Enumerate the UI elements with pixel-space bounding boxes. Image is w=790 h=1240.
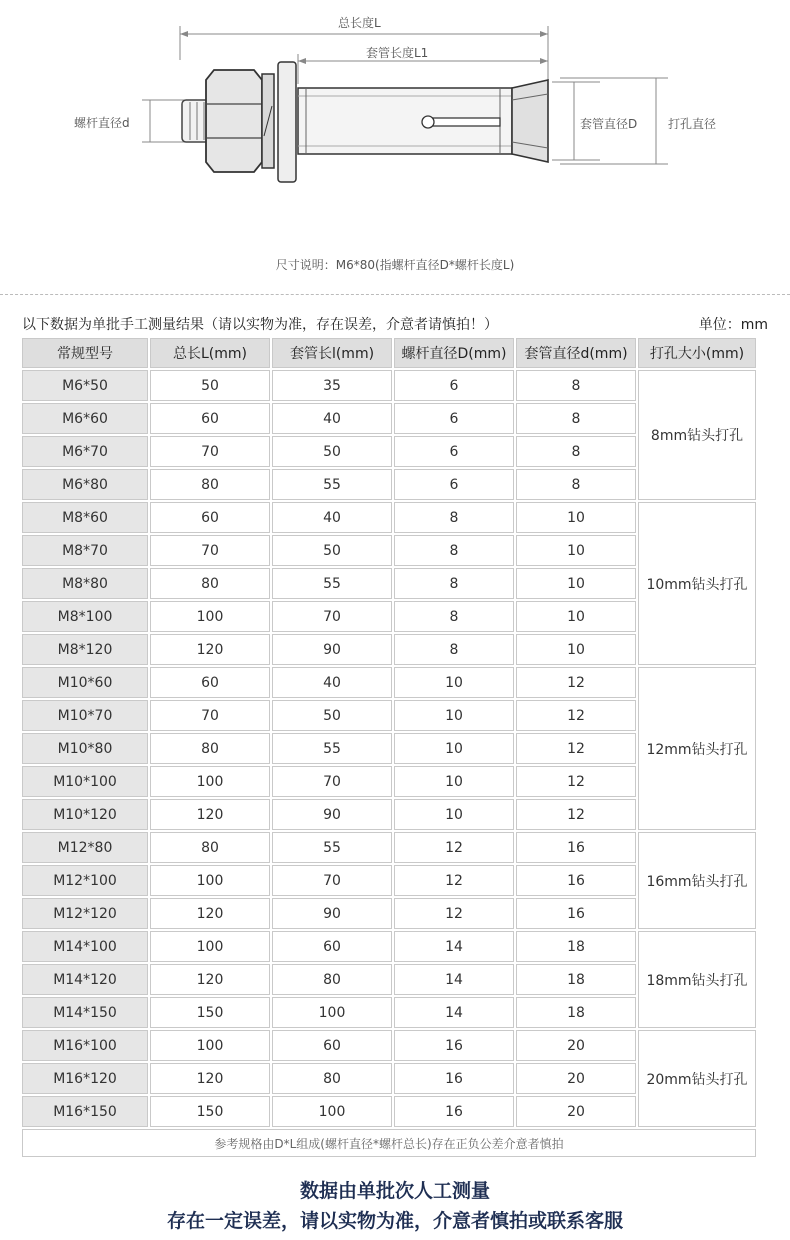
model-cell: M12*100: [22, 865, 148, 896]
drill-size-cell: 20mm钻头打孔: [638, 1030, 756, 1127]
total-length-cell: 70: [150, 436, 270, 467]
sleeve-diameter-cell: 20: [516, 1030, 636, 1061]
total-length-cell: 80: [150, 832, 270, 863]
sleeve-length-label: 套管长度L1: [366, 46, 429, 60]
sleeve-diameter-cell: 20: [516, 1063, 636, 1094]
bolt-diameter-cell: 8: [394, 502, 514, 533]
spec-table-body: [22, 370, 756, 1127]
spec-table: [20, 336, 758, 1159]
sleeve-diameter-cell: 10: [516, 535, 636, 566]
sleeve-length-cell: 55: [272, 832, 392, 863]
model-cell: M16*150: [22, 1096, 148, 1127]
sleeve-length-cell: 50: [272, 535, 392, 566]
sleeve-diameter-cell: 10: [516, 568, 636, 599]
sleeve-length-cell: 55: [272, 568, 392, 599]
bottom-line-1: 数据由单批次人工测量: [299, 1180, 490, 1202]
bolt-diameter-cell: 10: [394, 667, 514, 698]
total-length-cell: 50: [150, 370, 270, 401]
bolt-diameter-cell: 12: [394, 832, 514, 863]
unit-label: 单位：mm: [698, 317, 768, 333]
bolt-diameter-cell: 12: [394, 898, 514, 929]
model-cell: M6*50: [22, 370, 148, 401]
total-length-cell: 150: [150, 1096, 270, 1127]
model-cell: M10*120: [22, 799, 148, 830]
sleeve-diameter-cell: 16: [516, 898, 636, 929]
table-row: [22, 931, 756, 962]
total-length-cell: 120: [150, 898, 270, 929]
sleeve-length-cell: 70: [272, 766, 392, 797]
total-length-cell: 100: [150, 601, 270, 632]
sleeve-length-cell: 55: [272, 469, 392, 500]
model-cell: M8*70: [22, 535, 148, 566]
bolt-diameter-cell: 6: [394, 436, 514, 467]
total-length-cell: 120: [150, 634, 270, 665]
sleeve-length-cell: 100: [272, 1096, 392, 1127]
header-bolt-diameter: 螺杆直径D(mm): [394, 338, 514, 368]
sleeve-diameter-cell: 8: [516, 370, 636, 401]
sleeve-diameter-cell: 8: [516, 403, 636, 434]
sleeve-diameter-cell: 12: [516, 700, 636, 731]
total-length-cell: 70: [150, 700, 270, 731]
table-row: [22, 1030, 756, 1061]
total-length-cell: 100: [150, 766, 270, 797]
sleeve-diameter-cell: 16: [516, 865, 636, 896]
footnote-row: [22, 1129, 756, 1157]
header-model: 常规型号: [22, 338, 148, 368]
sleeve-length-cell: 40: [272, 667, 392, 698]
total-length-cell: 120: [150, 964, 270, 995]
measurement-note: 以下数据为单批手工测量结果（请以实物为准，存在误差，介意者请慎拍！）: [22, 317, 498, 333]
drill-size-cell: 10mm钻头打孔: [638, 502, 756, 665]
sleeve-diameter-cell: 20: [516, 1096, 636, 1127]
bolt-diameter-cell: 8: [394, 634, 514, 665]
bolt-diameter-cell: 10: [394, 733, 514, 764]
bolt-diameter-cell: 8: [394, 601, 514, 632]
model-cell: M6*60: [22, 403, 148, 434]
model-cell: M8*80: [22, 568, 148, 599]
sleeve-length-cell: 50: [272, 436, 392, 467]
bolt-diameter-cell: 10: [394, 799, 514, 830]
bolt-diameter-cell: 12: [394, 865, 514, 896]
model-cell: M12*120: [22, 898, 148, 929]
total-length-cell: 80: [150, 568, 270, 599]
total-length-cell: 60: [150, 667, 270, 698]
sleeve-diameter-cell: 10: [516, 634, 636, 665]
bolt-diameter-cell: 14: [394, 931, 514, 962]
bolt-diameter-cell: 6: [394, 469, 514, 500]
sleeve-diameter-cell: 12: [516, 667, 636, 698]
bolt-diameter-cell: 14: [394, 964, 514, 995]
sleeve-diameter-cell: 12: [516, 766, 636, 797]
bolt-diameter-cell: 14: [394, 997, 514, 1028]
header-total-length: 总长L(mm): [150, 338, 270, 368]
total-length-label: 总长度L: [338, 16, 381, 30]
model-cell: M10*70: [22, 700, 148, 731]
sleeve-length-cell: 50: [272, 700, 392, 731]
table-header-row: [22, 338, 756, 368]
bolt-diameter-cell: 10: [394, 700, 514, 731]
model-cell: M6*70: [22, 436, 148, 467]
sleeve-length-cell: 80: [272, 1063, 392, 1094]
sleeve-length-cell: 90: [272, 634, 392, 665]
measurement-note-line: [22, 314, 768, 334]
model-cell: M6*80: [22, 469, 148, 500]
sleeve-diameter-cell: 18: [516, 964, 636, 995]
sleeve-diameter-cell: 12: [516, 799, 636, 830]
bolt-diameter-label: 螺杆直径d: [74, 116, 130, 130]
bolt-diagram: [0, 0, 790, 290]
sleeve-diameter-label: 套管直径D: [580, 117, 638, 131]
hole-diameter-label: 打孔直径: [668, 117, 717, 131]
total-length-cell: 80: [150, 733, 270, 764]
sleeve-length-cell: 35: [272, 370, 392, 401]
sleeve-diameter-cell: 8: [516, 469, 636, 500]
model-cell: M8*100: [22, 601, 148, 632]
sleeve-diameter-cell: 10: [516, 601, 636, 632]
sleeve-diameter-cell: 8: [516, 436, 636, 467]
model-cell: M14*150: [22, 997, 148, 1028]
table-row: [22, 832, 756, 863]
model-cell: M8*60: [22, 502, 148, 533]
model-cell: M10*80: [22, 733, 148, 764]
total-length-cell: 100: [150, 931, 270, 962]
model-cell: M10*100: [22, 766, 148, 797]
sleeve-length-cell: 80: [272, 964, 392, 995]
model-cell: M16*120: [22, 1063, 148, 1094]
total-length-cell: 80: [150, 469, 270, 500]
sleeve-length-cell: 60: [272, 931, 392, 962]
total-length-cell: 70: [150, 535, 270, 566]
bolt-diameter-cell: 6: [394, 403, 514, 434]
bottom-line-2: 存在一定误差，请以实物为准，介意者慎拍或联系客服: [166, 1210, 623, 1232]
total-length-cell: 60: [150, 502, 270, 533]
sleeve-length-cell: 40: [272, 502, 392, 533]
dashed-divider: [0, 294, 790, 295]
header-hole-size: 打孔大小(mm): [638, 338, 756, 368]
diagram-caption: 尺寸说明：M6*80(指螺杆直径D*螺杆长度L): [275, 258, 515, 272]
drill-size-cell: 16mm钻头打孔: [638, 832, 756, 929]
drill-size-cell: 8mm钻头打孔: [638, 370, 756, 500]
sleeve-length-cell: 70: [272, 601, 392, 632]
model-cell: M10*60: [22, 667, 148, 698]
sleeve-length-cell: 100: [272, 997, 392, 1028]
bolt-diameter-cell: 6: [394, 370, 514, 401]
total-length-cell: 100: [150, 1030, 270, 1061]
model-cell: M16*100: [22, 1030, 148, 1061]
bolt-diameter-cell: 10: [394, 766, 514, 797]
table-row: [22, 667, 756, 698]
total-length-cell: 120: [150, 1063, 270, 1094]
model-cell: M12*80: [22, 832, 148, 863]
table-footnote: 参考规格由D*L组成(螺杆直径*螺杆总长)存在正负公差介意者慎拍: [22, 1129, 756, 1157]
bolt-diameter-cell: 8: [394, 568, 514, 599]
header-sleeve-length: 套管长l(mm): [272, 338, 392, 368]
sleeve-diameter-cell: 12: [516, 733, 636, 764]
total-length-cell: 120: [150, 799, 270, 830]
sleeve-diameter-cell: 10: [516, 502, 636, 533]
sleeve-length-cell: 90: [272, 898, 392, 929]
sleeve-diameter-cell: 18: [516, 931, 636, 962]
sleeve-length-cell: 60: [272, 1030, 392, 1061]
model-cell: M14*120: [22, 964, 148, 995]
bolt-diameter-cell: 16: [394, 1096, 514, 1127]
total-length-cell: 100: [150, 865, 270, 896]
model-cell: M14*100: [22, 931, 148, 962]
sleeve-diameter-cell: 18: [516, 997, 636, 1028]
table-row: [22, 370, 756, 401]
sleeve-length-cell: 70: [272, 865, 392, 896]
sleeve-length-cell: 90: [272, 799, 392, 830]
header-sleeve-diameter: 套管直径d(mm): [516, 338, 636, 368]
bolt-diameter-cell: 16: [394, 1063, 514, 1094]
bolt-diameter-cell: 16: [394, 1030, 514, 1061]
drill-size-cell: 18mm钻头打孔: [638, 931, 756, 1028]
bolt-diameter-cell: 8: [394, 535, 514, 566]
sleeve-length-cell: 55: [272, 733, 392, 764]
sleeve-length-cell: 40: [272, 403, 392, 434]
drill-size-cell: 12mm钻头打孔: [638, 667, 756, 830]
total-length-cell: 150: [150, 997, 270, 1028]
sleeve-diameter-cell: 16: [516, 832, 636, 863]
model-cell: M8*120: [22, 634, 148, 665]
total-length-cell: 60: [150, 403, 270, 434]
table-row: [22, 502, 756, 533]
